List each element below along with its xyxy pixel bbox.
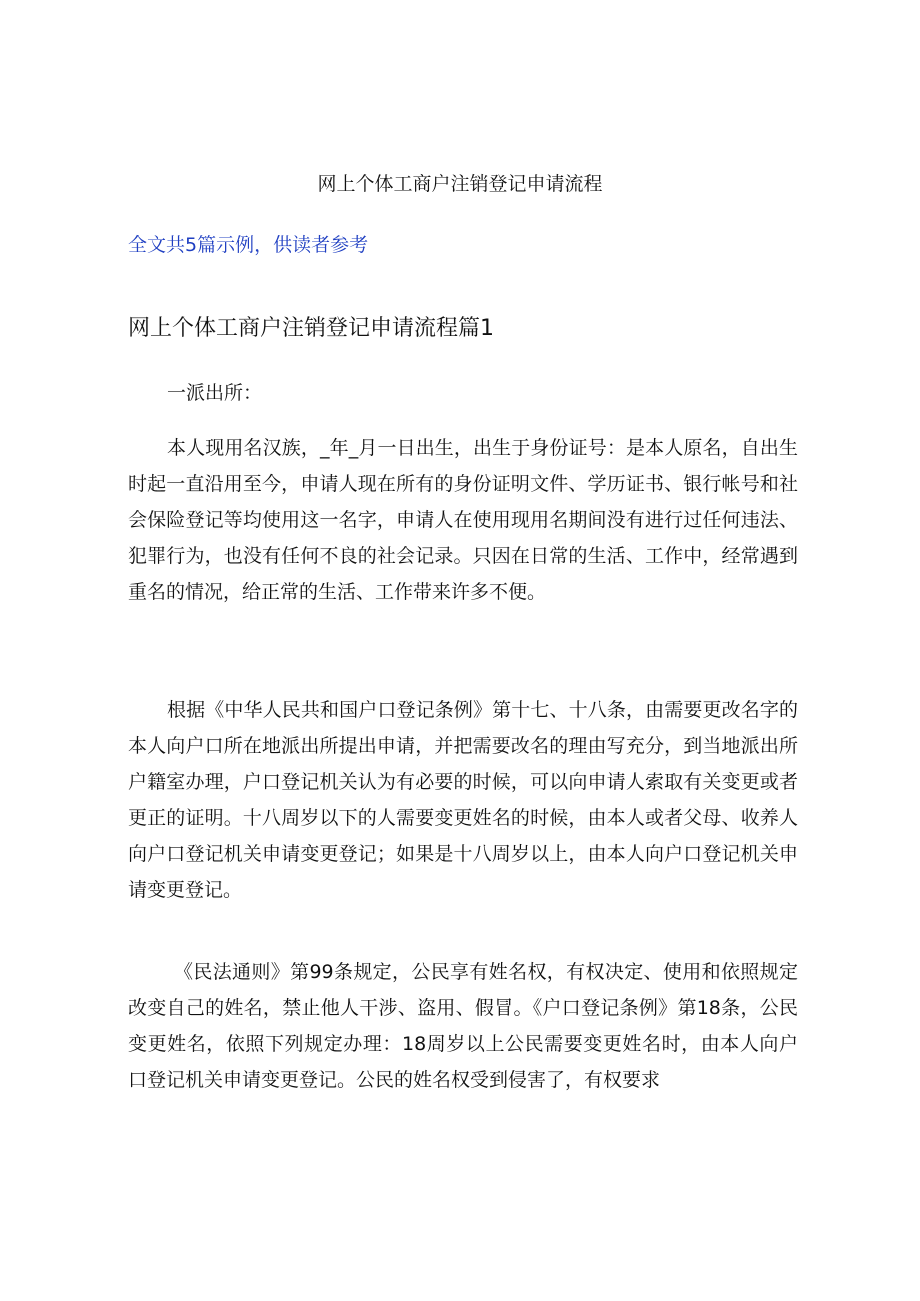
example-count-note: 全文共5篇示例，供读者参考 — [128, 234, 369, 256]
body-paragraph: 根据《中华人民共和国户口登记条例》第十七、十八条，由需要更改名字的本人向户口所在地派出所提出申请，并把需要改名的理由写充分，到当地派出所户籍室办理，户口登记机关认为有必要的时候，可以向申请人索取有关变更或者更正的证明。十八周岁以下的人需要变更姓名的时候，由本人或者父母、收养人向户口登记机关申请变更登记；如果是十八周岁以上，由本人向户口登记机关申请变更登记。 — [128, 699, 798, 901]
section-heading: 网上个体工商户注销登记申请流程篇1 — [128, 316, 494, 341]
body-paragraph: 本人现用名汉族，_年_月一日出生，出生于身份证号：是本人原名，自出生时起一直沿用至今，申请人现在所有的身份证明文件、学历证书、银行帐号和社会保险登记等均使用这一名字，申请人在使用现用名期间没有进行过任何违法、犯罪行为，也没有任何不良的社会记录。只因在日常的生活、工作中，经常遇到重名的情况，给正常的生活、工作带来许多不便。 — [128, 437, 798, 603]
salutation-paragraph: 一派出所： — [167, 382, 263, 404]
document-title: 网上个体工商户注销登记申请流程 — [317, 173, 603, 195]
body-paragraph: 《民法通则》第99条规定，公民享有姓名权，有权决定、使用和依照规定改变自己的姓名，禁止他人干涉、盗用、假冒。《户口登记条例》第18条，公民变更姓名，依照下列规定办理：18周岁以上公民需要变更姓名时，由本人向户口登记机关申请变更登记。公民的姓名权受到侵害了，有权要求 — [128, 961, 798, 1091]
